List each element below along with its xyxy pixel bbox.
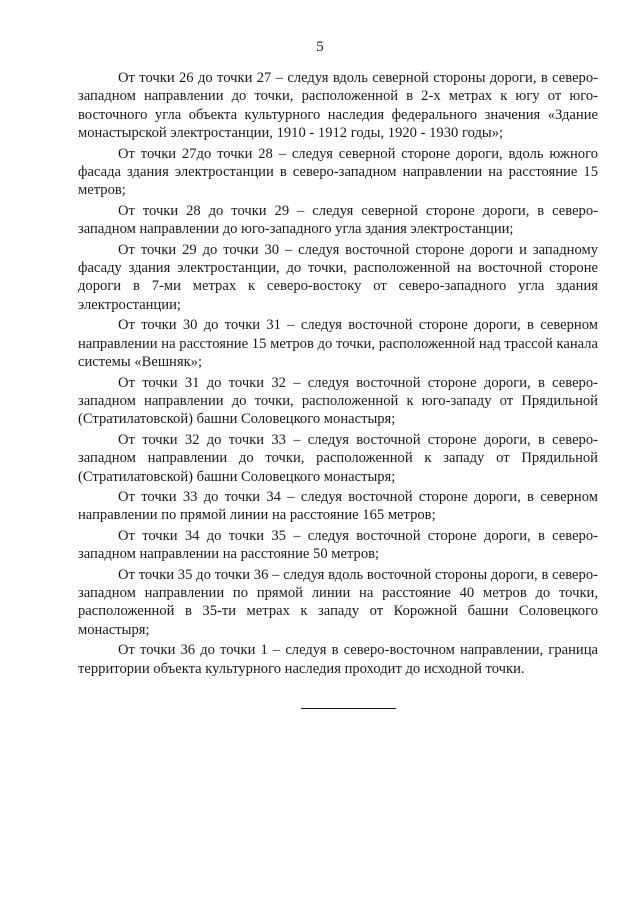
boundary-paragraph: От точки 27до точки 28 – следуя северной стороне дороги, вдоль южного фасада здания электростанции в северо-западном направлении на расстояние 15 метров; [78,145,598,199]
boundary-paragraph: От точки 30 до точки 31 – следуя восточной стороне дороги, в северном направлении на расстояние 15 метров до точки, расположенной над трассой канала системы «Вешняк»; [78,317,598,371]
end-separator-line [301,708,396,709]
page-number: 5 [316,39,324,55]
document-body [78,69,598,678]
boundary-paragraph: От точки 31 до точки 32 – следуя восточной стороне дороги, в северо-западном направлении до точки, расположенной к юго-западу от Прядильной (Стратилатовской) башни Соловецкого монастыря; [78,374,598,428]
boundary-paragraph: От точки 36 до точки 1 – следуя в северо-восточном направлении, граница территории объекта культурного наследия проходит до исходной точки. [78,642,598,677]
boundary-paragraph: От точки 32 до точки 33 – следуя восточной стороне дороги, в северо-западном направлении до точки, расположенной к западу от Прядильной (Стратилатовской) башни Соловецкого монастыря; [78,431,598,485]
boundary-paragraph: От точки 34 до точки 35 – следуя восточной стороне дороги, в северо-западном направлении на расстояние 50 метров; [78,527,598,563]
boundary-paragraph: От точки 26 до точки 27 – следуя вдоль северной стороны дороги, в северо-западном направлении до точки, расположенной в 2-х метрах к югу от юго-восточного угла объекта культурного наследия федерального значения «Здание монастырской электростанции, 1910 - 1912 годы, 1920 - 1930 годы»; [78,70,598,142]
boundary-paragraph: От точки 33 до точки 34 – следуя восточной стороне дороги, в северном направлении по прямой линии на расстояние 165 метров; [78,488,598,524]
boundary-paragraph: От точки 28 до точки 29 – следуя северной стороне дороги, в северо-западном направлении до юго-западного угла здания электростанции; [78,202,598,238]
boundary-paragraph: От точки 35 до точки 36 – следуя вдоль восточной стороны дороги, в северо-западном направлении по прямой линии на расстояние 40 метров до точки, расположенной в 35-ти метрах к западу от Корожной башни Соловецкого монастыря; [78,566,598,638]
boundary-paragraph: От точки 29 до точки 30 – следуя восточной стороне дороги и западному фасаду здания электростанции, до точки, расположенной на восточной стороне дороги в 7-ми метрах к северо-востоку от северо-западного угла здания электростанции; [78,241,598,313]
